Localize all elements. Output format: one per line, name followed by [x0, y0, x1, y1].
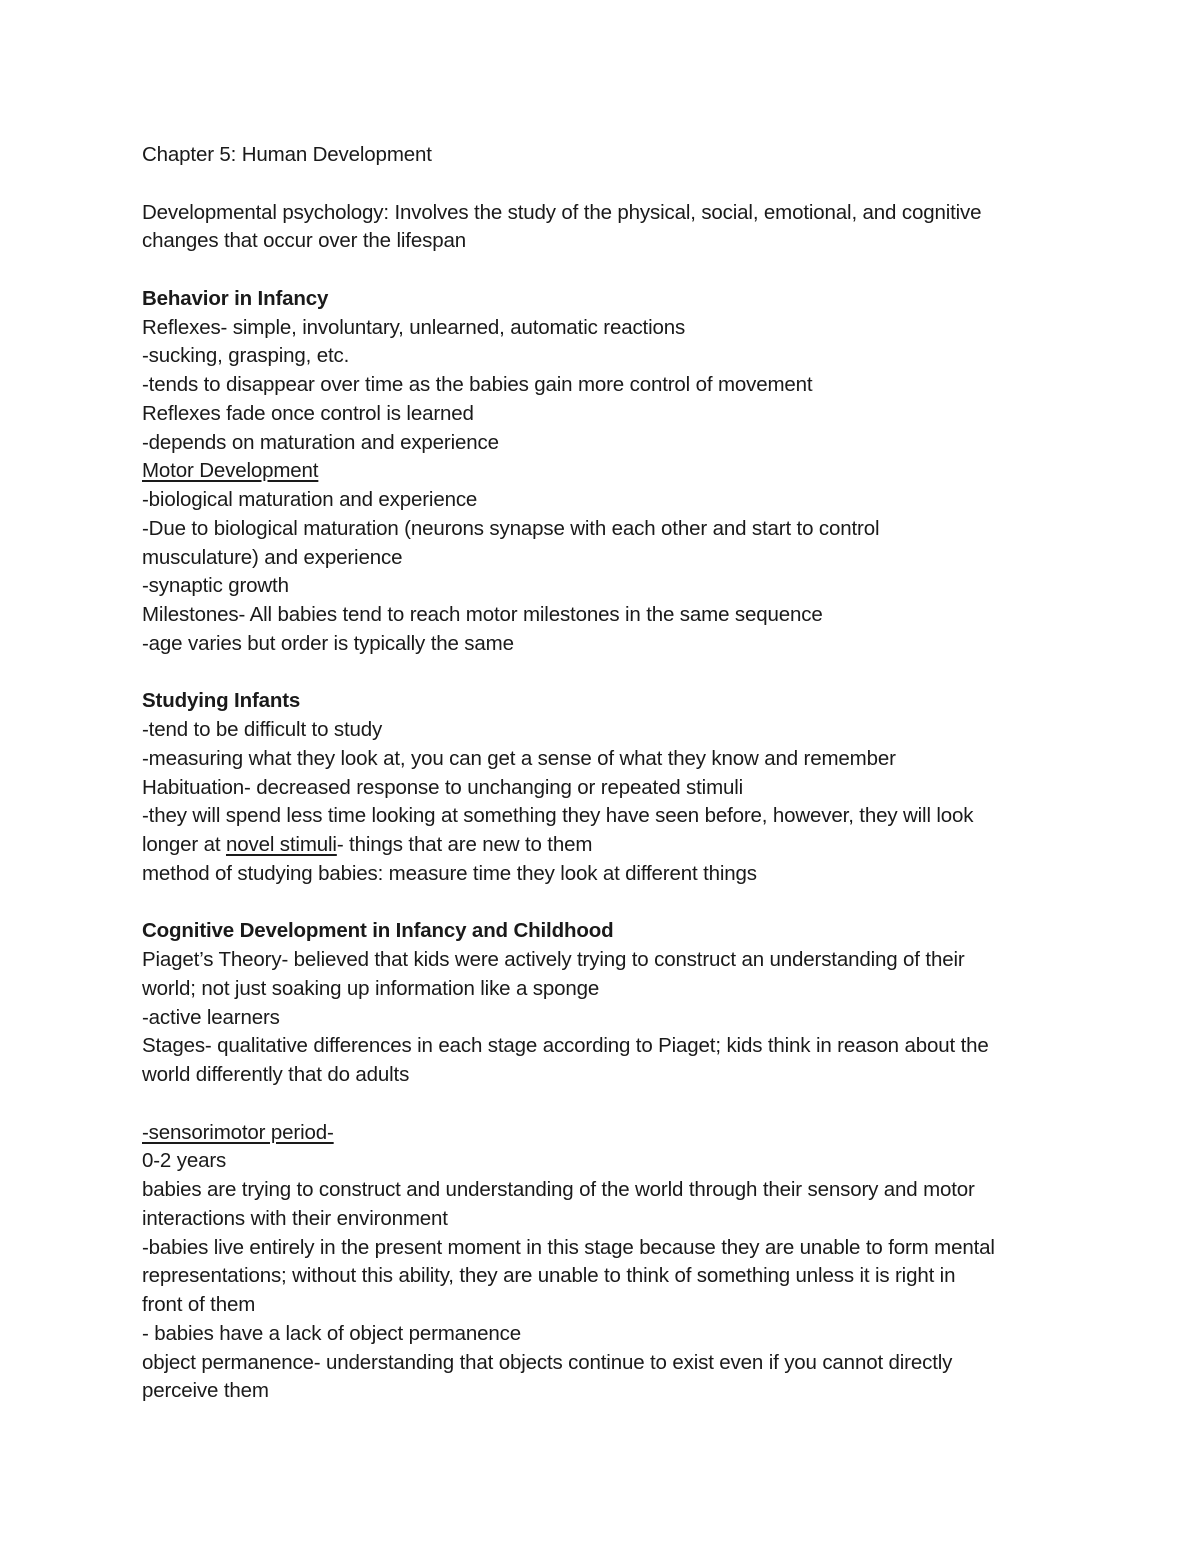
- document-title: Chapter 5: Human Development: [142, 143, 432, 166]
- text-line: -measuring what they look at, you can get a sense of what they know and remember: [142, 746, 896, 770]
- text-line: -tend to be difficult to study: [142, 718, 383, 741]
- text-line: -depends on maturation and experience: [142, 430, 499, 454]
- text-line: - babies have a lack of object permanence: [142, 1321, 522, 1345]
- spacer: [142, 1090, 1072, 1119]
- text-fragment: - things that are new to them: [336, 833, 593, 856]
- underlined-term: novel stimuli: [225, 833, 337, 856]
- section-heading-infancy: Behavior in Infancy: [142, 286, 329, 310]
- intro-line: changes that occur over the lifespan: [142, 229, 466, 253]
- text-line: Milestones- All babies tend to reach motor milestones in the same sequence: [142, 603, 823, 626]
- text-line: -babies live entirely in the present moment in this stage because they are unable to form mental: [142, 1235, 995, 1259]
- text-line: object permanence- understanding that objects continue to exist even if you cannot directly: [142, 1350, 953, 1374]
- text-line: -age varies but order is typically the same: [142, 631, 514, 655]
- text-fragment: longer at: [142, 833, 226, 856]
- spacer: [142, 889, 1072, 918]
- underlined-term: -sensorimotor period-: [142, 1120, 334, 1144]
- text-line: world; not just soaking up information like a sponge: [142, 976, 600, 1000]
- text-line: Stages- qualitative differences in each stage according to Piaget; kids think in reason about the: [142, 1034, 989, 1058]
- text-line: front of them: [142, 1293, 256, 1316]
- text-line: -sucking, grasping, etc.: [142, 344, 350, 368]
- subheading-sensorimotor-period: [142, 1119, 1072, 1148]
- section-heading-cognitive-development: Cognitive Development in Infancy and Childhood: [142, 919, 614, 943]
- underlined-term: Motor Development: [142, 459, 319, 483]
- text-line: interactions with their environment: [142, 1206, 448, 1230]
- text-line-novel-stimuli: [142, 831, 1072, 860]
- text-line: -biological maturation and experience: [142, 488, 478, 511]
- spacer: [142, 256, 1072, 285]
- intro-line: Developmental psychology: Involves the study of the physical, social, emotional, and cognitive: [142, 200, 982, 224]
- text-line: Habituation- decreased response to unchanging or repeated stimuli: [142, 775, 744, 799]
- text-line: representations; without this ability, they are unable to think of something unless it is right in: [142, 1264, 956, 1288]
- subheading-motor-development: [142, 457, 1072, 486]
- text-line: world differently that do adults: [142, 1063, 410, 1086]
- text-line: 0-2 years: [142, 1149, 227, 1173]
- section-heading-studying-infants: Studying Infants: [142, 689, 301, 713]
- text-line: method of studying babies: measure time they look at different things: [142, 861, 757, 885]
- spacer: [142, 659, 1072, 688]
- text-line: musculature) and experience: [142, 545, 403, 569]
- text-line: perceive them: [142, 1379, 269, 1403]
- document-body: [142, 141, 1072, 1406]
- spacer: [142, 170, 1072, 199]
- text-line: -tends to disappear over time as the babies gain more control of movement: [142, 373, 813, 396]
- text-line: -Due to biological maturation (neurons synapse with each other and start to control: [142, 516, 880, 540]
- text-line: -active learners: [142, 1005, 280, 1029]
- text-line: -they will spend less time looking at something they have seen before, however, they will look: [142, 804, 974, 828]
- text-line: Reflexes- simple, involuntary, unlearned, automatic reactions: [142, 315, 686, 339]
- text-line: Piaget’s Theory- believed that kids were actively trying to construct an understanding of their: [142, 948, 965, 971]
- text-line: -synaptic growth: [142, 574, 289, 598]
- text-line: babies are trying to construct and understanding of the world through their sensory and motor: [142, 1178, 975, 1201]
- text-line: Reflexes fade once control is learned: [142, 401, 474, 425]
